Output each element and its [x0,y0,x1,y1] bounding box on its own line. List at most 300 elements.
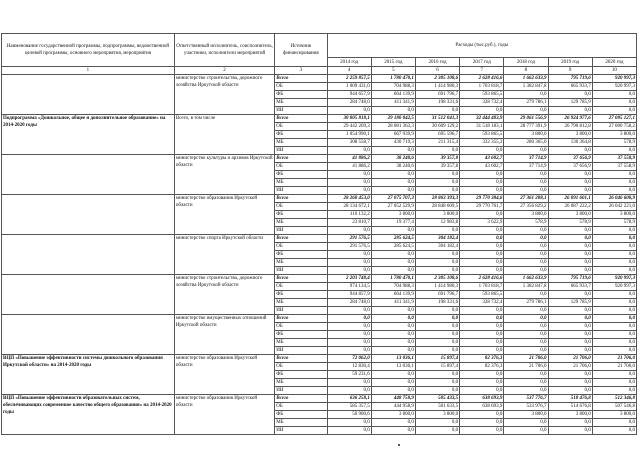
value-cell: 1 703 818,7 [460,83,504,91]
value-cell: 0,0 [592,91,636,99]
value-cell: 0,0 [592,427,636,435]
value-cell: 3 800,0 [548,211,592,219]
col-number: 7 [460,67,504,75]
value-cell: 920 997,3 [592,75,636,83]
value-cell: 0,0 [460,235,504,243]
value-cell: 0,0 [460,147,504,155]
value-cell: 285 624,5 [371,243,415,251]
value-cell: 944 657,9 [327,91,371,99]
value-cell: 0,0 [371,427,415,435]
responsible-cell: министерство культуры и архивов Иркутской области [174,155,274,195]
value-cell: 30 805 818,1 [327,115,371,123]
value-cell: 665 933,7 [548,83,592,91]
value-cell: 29 442 269,3 [327,123,371,131]
value-cell: 920 997,3 [592,275,636,283]
value-cell: 50 900,6 [327,411,371,419]
value-cell: 0,0 [371,339,415,347]
value-cell: 593 865,5 [460,291,504,299]
value-cell: 0,0 [327,323,371,331]
value-cell: 15 897,4 [415,355,459,363]
value-cell: 0,0 [371,251,415,259]
table-row [2,115,637,123]
value-cell: 0,0 [371,323,415,331]
responsible-cell: министерство строительства, дорожного хозяйства Иркутской области [174,275,274,315]
program-name-cell: Подпрограмма «Дошкольное, общее и дополнительное образование» на 2014-2020 годы [2,115,175,155]
program-name-cell: ВЦП «Повышение эффективности образовательных систем, обеспечивающих современное качество общего образования» на 2014-2020 годы [2,395,175,435]
value-cell: 0,0 [371,347,415,355]
value-cell: 0,0 [415,251,459,259]
value-cell: 0,0 [592,299,636,307]
value-cell: 211 315,4 [415,139,459,147]
responsible-cell: министерство спорта Иркутской области [174,235,274,275]
value-cell: 26 042 221,0 [592,203,636,211]
funding-source-cell: МБ [275,179,327,187]
value-cell: 0,0 [548,243,592,251]
value-cell: 0,0 [592,323,636,331]
value-cell: 0,0 [548,251,592,259]
value-cell: 0,0 [327,259,371,267]
value-cell: 2 203 748,4 [327,275,371,283]
value-cell: 593 865,5 [460,91,504,99]
value-cell: 15 897,4 [415,363,459,371]
value-cell: 0,0 [548,323,592,331]
value-cell: 578,9 [504,219,548,227]
value-cell: 3 800,0 [371,411,415,419]
funding-source-cell: ФБ [275,91,327,99]
value-cell: 0,0 [592,171,636,179]
funding-source-cell: Всего [275,75,327,83]
responsible-cell: министерство образования Иркутской области [174,355,274,395]
value-cell: 3 800,0 [592,211,636,219]
value-cell: 0,0 [371,331,415,339]
value-cell: 3 800,0 [415,411,459,419]
value-cell: 28 863 393,3 [415,195,459,203]
value-cell: 704 988,3 [371,283,415,291]
value-cell: 0,0 [327,347,371,355]
value-cell: 0,0 [371,171,415,179]
header-source: Источник финансирования [275,34,327,67]
value-cell: 664 139,9 [371,291,415,299]
value-cell: 0,0 [504,251,548,259]
value-cell: 0,0 [460,419,504,427]
value-cell: 27 075 707,3 [371,195,415,203]
responsible-cell: Всего, в том числе [174,115,274,155]
value-cell: 0,0 [371,387,415,395]
value-cell: 3 800,0 [371,211,415,219]
value-cell: 285 624,5 [371,235,415,243]
value-cell: 0,0 [327,379,371,387]
value-cell: 0,0 [548,371,592,379]
value-cell: 38 240,6 [371,155,415,163]
value-cell: 0,0 [460,171,504,179]
table-row [2,395,637,403]
value-cell: 665 933,7 [548,283,592,291]
funding-source-cell: МБ [275,139,327,147]
col-number: 8 [504,67,548,75]
value-cell: 0,0 [460,211,504,219]
value-cell: 26 091 601,1 [548,195,592,203]
value-cell: 28 777 391,9 [504,123,548,131]
value-cell: 29 180 042,5 [371,115,415,123]
value-cell: 27 356 829,2 [504,203,548,211]
value-cell: 0,0 [504,347,548,355]
value-cell: 0,0 [415,387,459,395]
value-cell: 37 558,9 [592,155,636,163]
funding-source-cell: ОБ [275,323,327,331]
funding-source-cell: ФБ [275,211,327,219]
value-cell: 0,0 [504,179,548,187]
value-cell: 0,0 [504,427,548,435]
value-cell: 0,0 [460,387,504,395]
value-cell: 638 693,9 [460,403,504,411]
value-cell: 0,0 [548,427,592,435]
value-cell: 130 364,8 [548,139,592,147]
value-cell: 0,0 [460,379,504,387]
value-cell: 0,0 [504,339,548,347]
value-cell: 2 628 416,6 [460,275,504,283]
funding-source-cell: ИИ [275,347,327,355]
value-cell: 636 258,1 [327,395,371,403]
funding-source-cell: Всего [275,275,327,283]
value-cell: 638 693,9 [460,395,504,403]
program-name-cell [2,275,175,315]
value-cell: 0,0 [415,179,459,187]
value-cell: 505 433,5 [415,395,459,403]
responsible-cell: министерство строительства, дорожного хозяйства Иркутской области [174,75,274,115]
funding-source-cell: ОБ [275,243,327,251]
value-cell: 411 341,9 [371,99,415,107]
value-cell: 0,0 [504,107,548,115]
value-cell: 308 558,7 [327,139,371,147]
value-cell: 29 770 761,7 [460,203,504,211]
funding-source-cell: ИИ [275,147,327,155]
value-cell: 0,0 [592,419,636,427]
value-cell: 444 958,9 [371,403,415,411]
header-year: 2020 год [592,58,636,67]
value-cell: 3 800,0 [415,211,459,219]
value-cell: 0,0 [548,227,592,235]
value-cell: 41 886,2 [327,163,371,171]
value-cell: 0,0 [327,307,371,315]
value-cell: 21 706,0 [592,363,636,371]
value-cell: 1 662 633,9 [504,275,548,283]
value-cell: 0,0 [592,147,636,155]
value-cell: 0,0 [460,427,504,435]
responsible-cell: министерство имущественных отношений Иркутской области [174,315,274,355]
value-cell: 1 780 470,1 [371,75,415,83]
value-cell: 0,0 [592,291,636,299]
value-cell: 0,0 [592,243,636,251]
value-cell: 304 182,4 [415,243,459,251]
value-cell: 0,0 [415,427,459,435]
value-cell: 0,0 [415,187,459,195]
value-cell: 0,0 [592,107,636,115]
value-cell: 43 602,7 [460,163,504,171]
value-cell: 0,0 [548,267,592,275]
table-row [2,315,637,323]
funding-source-cell: Всего [275,115,327,123]
value-cell: 29 770 384,6 [460,195,504,203]
value-cell: 43 602,7 [460,155,504,163]
value-cell: 501 633,5 [415,403,459,411]
value-cell: 0,0 [460,371,504,379]
value-cell: 291 576,5 [327,235,371,243]
value-cell: 72 062,0 [327,355,371,363]
table-row [2,75,637,83]
funding-source-cell: Всего [275,155,327,163]
value-cell: 1 009 431,0 [327,83,371,91]
value-cell: 0,0 [504,419,548,427]
table-row [2,275,637,283]
value-cell: 0,0 [327,179,371,187]
value-cell: 0,0 [592,379,636,387]
header-responsible: Ответственный исполнитель, соисполнитель, участники, исполнители мероприятий [174,34,274,67]
value-cell: 0,0 [592,99,636,107]
funding-source-cell: МБ [275,339,327,347]
value-cell: 0,0 [504,379,548,387]
value-cell: 0,0 [415,339,459,347]
funding-source-cell: ОБ [275,83,327,91]
value-cell: 37 714,9 [504,163,548,171]
value-cell: 795 719,6 [548,275,592,283]
value-cell: 279 786,1 [504,299,548,307]
value-cell: 0,0 [327,227,371,235]
col-number: 3 [275,67,327,75]
value-cell: 0,0 [415,171,459,179]
funding-source-cell: ОБ [275,403,327,411]
value-cell: 0,0 [415,347,459,355]
value-cell: 21 706,0 [592,355,636,363]
value-cell: 0,0 [548,339,592,347]
value-cell: 13 036,1 [371,355,415,363]
value-cell: 0,0 [371,179,415,187]
header-year: 2015 год [371,58,415,67]
value-cell: 0,0 [460,323,504,331]
value-cell: 0,0 [327,267,371,275]
value-cell: 1 703 818,7 [460,283,504,291]
value-cell: 0,0 [592,387,636,395]
value-cell: 704 988,3 [371,83,415,91]
funding-source-cell: МБ [275,99,327,107]
value-cell: 537 776,7 [504,395,548,403]
funding-source-cell: МБ [275,379,327,387]
value-cell: 37 656,9 [548,155,592,163]
funding-source-cell: МБ [275,219,327,227]
funding-source-cell: ИИ [275,267,327,275]
value-cell: 82 376,3 [460,363,504,371]
value-cell: 0,0 [548,107,592,115]
value-cell: 198 331,6 [415,299,459,307]
table-row [2,195,637,203]
value-cell: 518 476,8 [548,395,592,403]
funding-source-cell: ОБ [275,363,327,371]
value-cell: 0,0 [327,147,371,155]
col-number: 4 [327,67,371,75]
value-cell: 284 748,0 [327,99,371,107]
value-cell: 0,0 [504,331,548,339]
funding-source-cell: Всего [275,235,327,243]
value-cell: 0,0 [592,251,636,259]
responsible-cell: министерство образования Иркутской области [174,395,274,435]
value-cell: 0,0 [327,251,371,259]
funding-source-cell: ФБ [275,251,327,259]
value-cell: 27 000 758,2 [592,123,636,131]
value-cell: 0,0 [371,227,415,235]
table-row [2,235,637,243]
value-cell: 0,0 [504,323,548,331]
value-cell: 0,0 [592,267,636,275]
value-cell: 0,0 [504,387,548,395]
value-cell: 0,0 [371,419,415,427]
value-cell: 0,0 [504,227,548,235]
program-name-cell [2,155,175,195]
value-cell: 0,0 [415,331,459,339]
funding-source-cell: ИИ [275,227,327,235]
value-cell: 0,0 [592,371,636,379]
value-cell: 28 134 672,1 [327,203,371,211]
value-cell: 0,0 [548,179,592,187]
value-cell: 26 087 222,2 [548,203,592,211]
value-cell: 0,0 [327,331,371,339]
value-cell: 0,0 [460,259,504,267]
value-cell: 3 622,9 [460,219,504,227]
value-cell: 0,0 [548,315,592,323]
value-cell: 32 444 403,9 [460,115,504,123]
value-cell: 0,0 [460,251,504,259]
value-cell: 3 800,0 [548,411,592,419]
value-cell: 1 414 980,3 [415,83,459,91]
value-cell: 0,0 [592,331,636,339]
value-cell: 0,0 [504,315,548,323]
value-cell: 0,0 [548,91,592,99]
value-cell: 0,0 [592,187,636,195]
value-cell: 0,0 [327,315,371,323]
value-cell: 0,0 [592,259,636,267]
value-cell: 0,0 [460,243,504,251]
value-cell: 0,0 [327,339,371,347]
table-row [2,155,637,163]
value-cell: 0,0 [371,371,415,379]
header-year: 2018 год [504,58,548,67]
value-cell: 26 924 977,6 [548,115,592,123]
value-cell: 0,0 [460,331,504,339]
value-cell: 0,0 [460,179,504,187]
value-cell: 3 800,0 [504,411,548,419]
value-cell: 284 748,0 [327,299,371,307]
value-cell: 37 714,9 [504,155,548,163]
funding-source-cell: ОБ [275,123,327,131]
value-cell: 430 719,3 [371,139,415,147]
funding-source-cell: ФБ [275,411,327,419]
value-cell: 13 036,1 [371,363,415,371]
value-cell: 0,0 [504,243,548,251]
value-cell: 304 182,4 [415,235,459,243]
value-cell: 328 732,4 [460,299,504,307]
value-cell: 0,0 [592,227,636,235]
value-cell: 27 052 529,9 [371,203,415,211]
value-cell: 0,0 [371,379,415,387]
value-cell: 82 376,3 [460,355,504,363]
value-cell: 0,0 [460,187,504,195]
value-cell: 39 357,8 [415,163,459,171]
value-cell: 2 259 857,5 [327,75,371,83]
value-cell: 0,0 [371,107,415,115]
value-cell: 0,0 [504,371,548,379]
value-cell: 585 357,5 [327,403,371,411]
value-cell: 578,9 [548,219,592,227]
value-cell: 0,0 [415,419,459,427]
value-cell: 0,0 [415,107,459,115]
value-cell: 0,0 [327,387,371,395]
value-cell: 0,0 [548,291,592,299]
value-cell: 21 706,0 [548,355,592,363]
value-cell: 0,0 [504,291,548,299]
value-cell: 512 346,8 [592,395,636,403]
value-cell: 23 810,7 [327,219,371,227]
value-cell: 28 848 609,5 [415,203,459,211]
value-cell: 279 786,1 [504,99,548,107]
value-cell: 0,0 [371,147,415,155]
value-cell: 0,0 [548,307,592,315]
value-cell: 38 240,6 [371,163,415,171]
value-cell: 26 046 600,9 [592,195,636,203]
value-cell: 578,9 [592,139,636,147]
value-cell: 2 305 108,6 [415,275,459,283]
value-cell: 0,0 [548,235,592,243]
value-cell: 0,0 [415,379,459,387]
responsible-cell: министерство образования Иркутской области [174,195,274,235]
value-cell: 41 886,2 [327,155,371,163]
value-cell: 12 983,8 [415,219,459,227]
value-cell: 448 758,9 [371,395,415,403]
value-cell: 0,0 [548,187,592,195]
value-cell: 0,0 [327,107,371,115]
value-cell: 3 800,0 [504,131,548,139]
table-row [2,355,637,363]
value-cell: 1 662 633,9 [504,75,548,83]
value-cell: 30 609 129,2 [415,123,459,131]
value-cell: 0,0 [460,267,504,275]
value-cell: 0,0 [548,387,592,395]
funding-source-cell: МБ [275,419,327,427]
value-cell: 0,0 [504,267,548,275]
value-cell: 291 576,5 [327,243,371,251]
expenses-table [1,33,637,435]
table-body [2,75,637,435]
value-cell: 0,0 [371,259,415,267]
value-cell: 0,0 [460,339,504,347]
value-cell: 2 305 108,6 [415,75,459,83]
value-cell: 280 365,0 [504,139,548,147]
funding-source-cell: ИИ [275,187,327,195]
col-number: 10 [592,67,636,75]
value-cell: 507 546,8 [592,403,636,411]
value-cell: 944 857,9 [327,291,371,299]
col-number: 9 [548,67,592,75]
header-program: Наименование государственной программы, подпрограммы, ведомственной целевой программы, основного мероприятия, мероприятия [2,34,175,67]
funding-source-cell: ФБ [275,171,327,179]
funding-source-cell: Всего [275,395,327,403]
value-cell: 0,0 [504,91,548,99]
value-cell: 1 382 847,8 [504,283,548,291]
value-cell: 0,0 [548,331,592,339]
value-cell: 0,0 [548,147,592,155]
value-cell: 695 596,7 [415,131,459,139]
col-number: 6 [415,67,459,75]
value-cell: 0,0 [504,235,548,243]
header-year: 2019 год [548,58,592,67]
value-cell: 0,0 [327,419,371,427]
